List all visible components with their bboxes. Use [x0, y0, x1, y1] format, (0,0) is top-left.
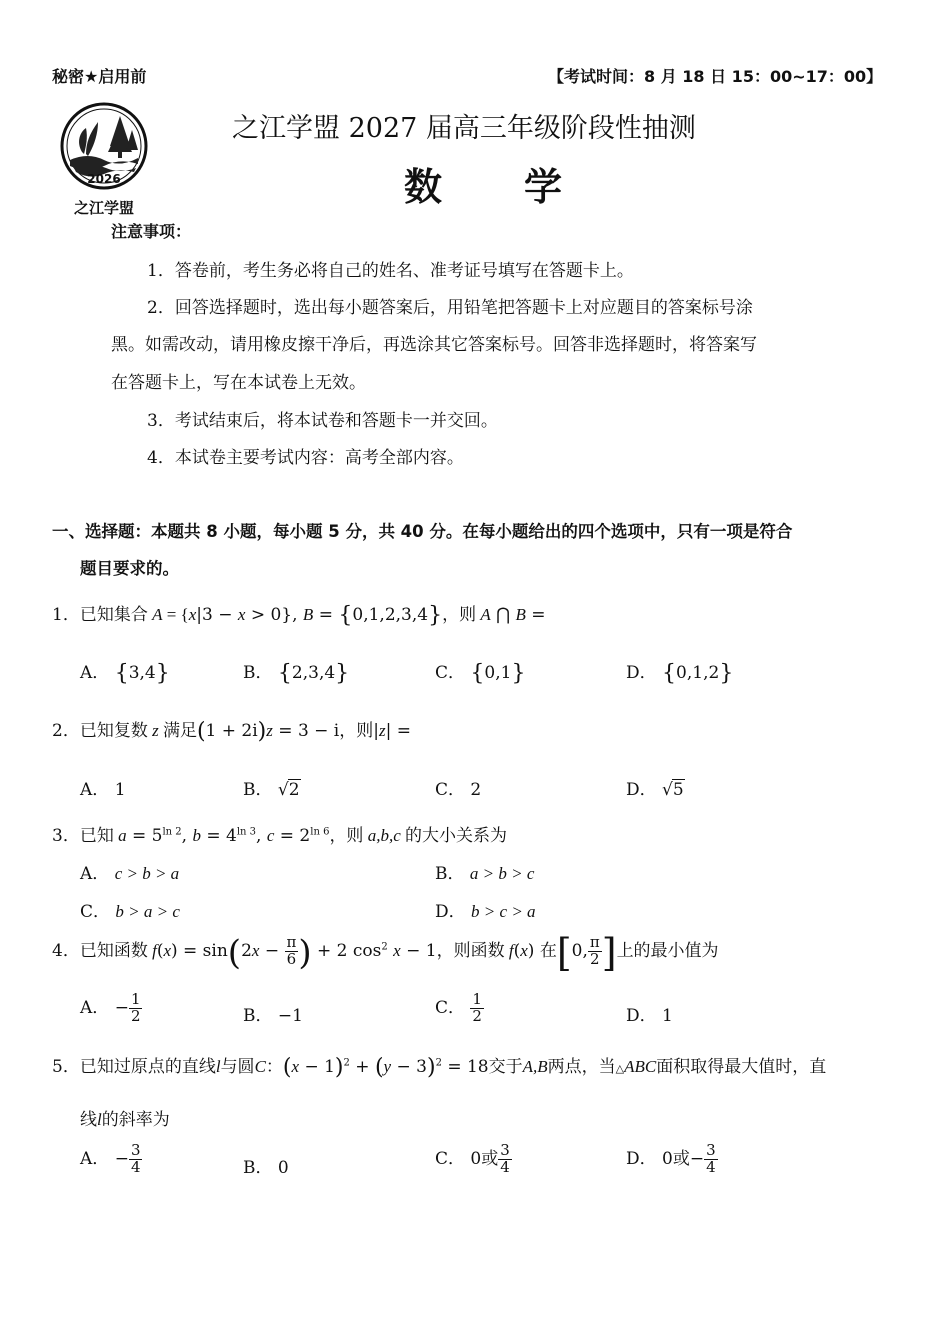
question-1: 1．已知集合 A = {x|3 − x > 0}, B = {0,1,2,3,4}，则 A ⋂ B = — [52, 603, 546, 628]
section-heading: 一、选择题：本题共 8 小题，每小题 5 分，共 40 分。在每小题给出的四个选项中，只有一项是符合 — [52, 522, 793, 541]
question-3: 3．已知 $a = 5^{ln 2}$, $b = 4^{ln 3}$, $c = 2^{ln 6}$，则 a,b,c 的大小关系为 — [52, 826, 507, 846]
question-5: 5．已知过原点的直线l与圆C：$(x - 1)^2 + (y - 3)^2 = 18$交于A,B两点，当△ABC面积取得最大值时，直 — [52, 1055, 827, 1080]
q1-formula: A — [147, 605, 163, 624]
q4-option-c: C． $\frac{1}{2}$ — [435, 990, 482, 1025]
q2-option-a: A． 1 — [80, 780, 126, 800]
q2-option-c: C． 2 — [435, 780, 482, 800]
question-4: 4．已知函数 f(x) = sin(2x − $\frac{\pi}{6}$ ) + 2 $\cos^2 x - 1$，则函数 f(x) 在[0, $\frac{\pi}{2}$ ]上的最小值为 — [52, 931, 719, 975]
q1-option-d: D． {0,1,2} — [626, 661, 734, 686]
school-logo — [58, 102, 150, 217]
question-5-cont: 线l的斜率为 — [80, 1110, 170, 1130]
notice-item-2-cont: 黑。如需改动，请用橡皮擦干净后，再选涂其它答案标号。回答非选择题时，将答案写 — [111, 335, 757, 355]
q3-option-d: D． b > c > a — [435, 902, 536, 922]
notice-item-2: 2．回答选择题时，选出每小题答案后，用铅笔把答题卡上对应题目的答案标号涂 — [147, 298, 753, 318]
notice-item-2-end: 在答题卡上，写在本试卷上无效。 — [111, 373, 366, 393]
q5-option-a: A． − $\frac{3}{4}$ — [80, 1141, 141, 1176]
q1-option-c: C． {0,1} — [435, 661, 526, 686]
q3-option-c: C． b > a > c — [80, 902, 180, 922]
exam-title: 之江学盟 2027 届高三年级阶段性抽测 — [232, 113, 696, 144]
q5-option-d: D． 0或− $\frac{3}{4}$ — [626, 1141, 716, 1176]
q3-option-b: B． a > b > c — [435, 864, 535, 884]
exam-time: 【考试时间：8 月 18 日 15：00~17：00】 — [548, 67, 883, 86]
q1-text: 已知集合 — [79, 605, 148, 625]
q1-option-b: B． {2,3,4} — [243, 661, 350, 686]
notice-item-4: 4．本试卷主要考试内容：高考全部内容。 — [147, 448, 464, 468]
q4-option-d: D． 1 — [626, 1006, 673, 1026]
q5-option-b: B． 0 — [243, 1158, 289, 1178]
secret-label: 秘密★启用前 — [52, 67, 147, 86]
q2-option-b: B． √2 — [243, 780, 300, 800]
logo-year: 2026 — [87, 172, 121, 186]
notice-item-1: 1．答卷前，考生务必将自己的姓名、准考证号填写在答题卡上。 — [147, 261, 634, 281]
q4-option-b: B． −1 — [243, 1006, 303, 1026]
question-2: 2．已知复数 z 满足(1 + 2i)z = 3 − i，则|z| = — [52, 719, 411, 744]
q2-option-d: D． √5 — [626, 780, 684, 800]
q4-option-a: A． − $\frac{1}{2}$ — [80, 990, 141, 1025]
notice-item-3: 3．考试结束后，将本试卷和答题卡一并交回。 — [147, 411, 498, 431]
q5-option-c: C． 0或 $\frac{3}{4}$ — [435, 1141, 510, 1176]
notice-heading: 注意事项： — [111, 222, 192, 241]
q3-option-a: A． c > b > a — [80, 864, 180, 884]
q1-option-a: A． {3,4} — [80, 661, 170, 686]
section-heading-cont: 题目要求的。 — [80, 559, 179, 578]
logo-caption: 之江学盟 — [73, 199, 134, 217]
q1-number: 1． — [52, 605, 80, 625]
subject-title: 数 学 — [404, 165, 565, 209]
